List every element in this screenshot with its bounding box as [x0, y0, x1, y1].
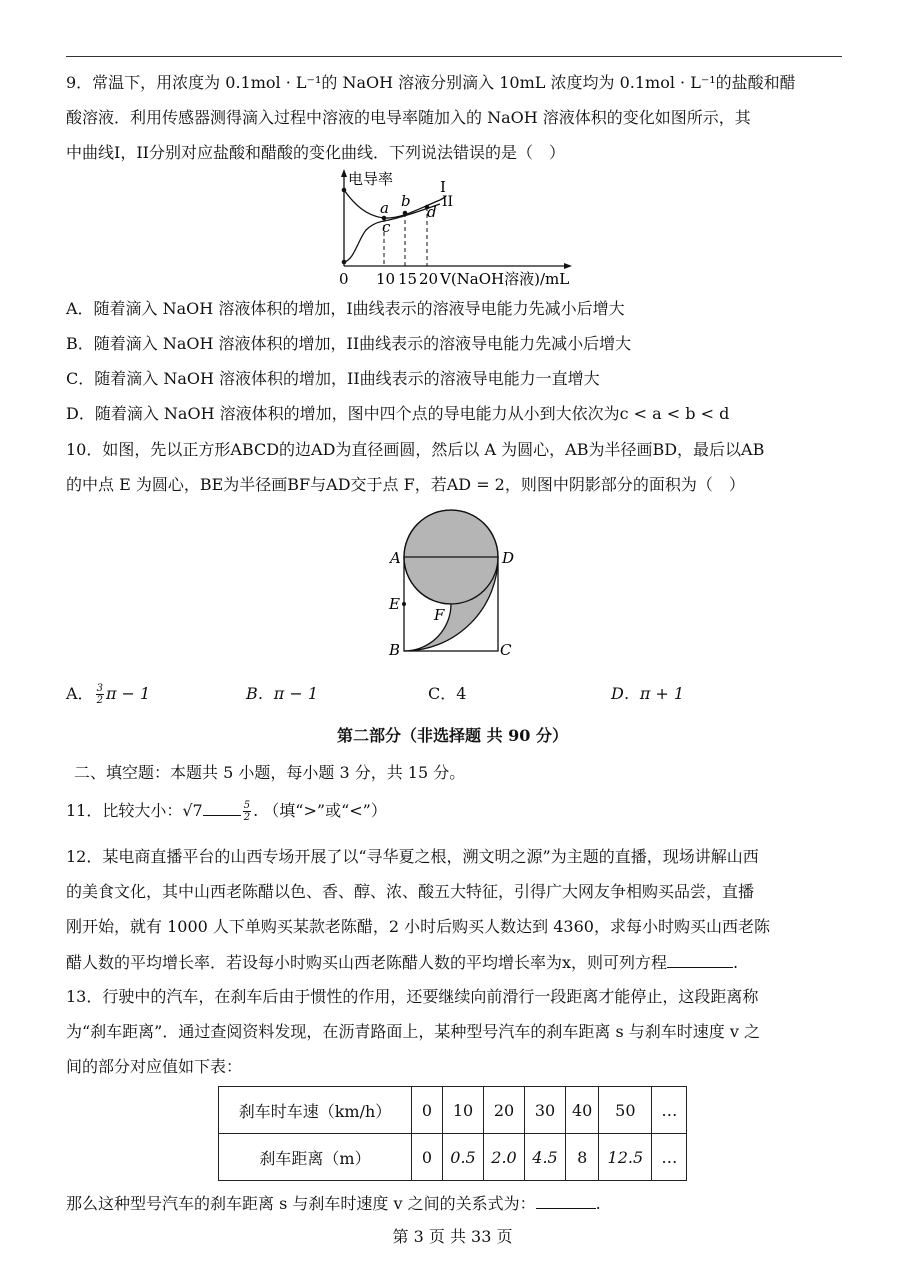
y-axis-label: 电导率: [348, 170, 394, 188]
table-cell: …: [652, 1087, 687, 1134]
table-cell: 0.5: [443, 1134, 484, 1181]
q12-line-4-end: .: [733, 953, 739, 972]
q13-line-3: 间的部分对应值如下表：: [66, 1057, 243, 1076]
q13-after-end: .: [595, 1194, 601, 1213]
top-rule: [66, 56, 842, 57]
x-axis-label: V(NaOH溶液)/mL: [440, 270, 570, 288]
tick-10: 10: [376, 270, 396, 288]
q11-blank[interactable]: [203, 799, 241, 816]
tick-20: 20: [419, 270, 439, 288]
curve-2: [344, 204, 440, 262]
q10-option-d: D．π + 1: [611, 684, 685, 703]
point-f-label: F: [434, 606, 445, 624]
conductivity-graph: [330, 168, 590, 292]
label-b: b: [401, 192, 411, 210]
q13-line-1: 13．行驶中的汽车，在刹车后由于惯性的作用，还要继续向前滑行一段距离才能停止，这段距离称: [66, 987, 759, 1006]
vertex-b: B: [389, 641, 401, 659]
table-cell: 2.0: [484, 1134, 525, 1181]
shaded-region: [404, 510, 498, 651]
q13-after-line: [66, 1192, 601, 1215]
vertex-c: C: [500, 641, 512, 659]
table-cell: 0: [412, 1087, 443, 1134]
table-row: [219, 1087, 687, 1134]
q13-line-2: 为“刹车距离”．通过查阅资料发现，在沥青路面上，某种型号汽车的刹车距离 s 与刹车时速度 v 之: [66, 1022, 760, 1041]
table-cell: 50: [599, 1087, 652, 1134]
label-curve-2: II: [442, 194, 454, 210]
q9-option-d: D．随着滴入 NaOH 溶液体积的增加，图中四个点的导电能力从小到大依次为c < a < b < d: [66, 404, 730, 423]
q12-line-4: [66, 951, 738, 974]
tick-15: 15: [398, 270, 418, 288]
braking-table: [218, 1086, 687, 1181]
q12-line-4-text: 醋人数的平均增长率．若设每小时购买山西老陈醋人数的平均增长率为x，则可列方程: [66, 953, 668, 972]
label-c: c: [382, 218, 391, 236]
fraction-3-2: [96, 683, 104, 706]
table-cell: 20: [484, 1087, 525, 1134]
origin-label: 0: [339, 270, 349, 288]
q9-line-3: 中曲线I，II分别对应盐酸和醋酸的变化曲线．下列说法错误的是（ ）: [66, 143, 565, 162]
table-cell: …: [652, 1134, 687, 1181]
table-cell: 40: [566, 1087, 599, 1134]
q10-option-c: C．4: [428, 684, 467, 703]
geometry-figure: [380, 500, 530, 666]
q9-option-c: C．随着滴入 NaOH 溶液体积的增加，II曲线表示的溶液导电能力一直增大: [66, 369, 600, 388]
q12-line-3: 刚开始，就有 1000 人下单购买某款老陈醋，2 小时后购买人数达到 4360，求每小时购买山西老陈: [66, 917, 770, 936]
table-cell: 10: [443, 1087, 484, 1134]
table-cell: 8: [566, 1134, 599, 1181]
q9-line-2: 酸溶液．利用传感器测得滴入过程中溶液的电导率随加入的 NaOH 溶液体积的变化如图所示，其: [66, 108, 751, 127]
fraction-numerator: 5: [243, 800, 251, 811]
q13-blank[interactable]: [536, 1192, 596, 1209]
q10-option-a-label: A．: [66, 684, 94, 703]
x-axis-arrow: [564, 263, 572, 269]
y-axis-arrow: [341, 169, 347, 177]
start-point-2: [342, 260, 347, 265]
q10-line-2: 的中点 E 为圆心，BE为半径画BF与AD交于点 F，若AD = 2，则图中阴影部分的面积为（ ）: [66, 475, 745, 494]
q9-line-1: 9．常温下，用浓度为 0.1mol · L⁻¹的 NaOH 溶液分别滴入 10mL 浓度均为 0.1mol · L⁻¹的盐酸和醋: [66, 73, 796, 92]
table-cell: 30: [525, 1087, 566, 1134]
q12-line-2: 的美食文化，其中山西老陈醋以色、香、醇、浓、酸五大特征，引得广大网友争相购买品尝，直播: [66, 882, 755, 901]
table-cell: 4.5: [525, 1134, 566, 1181]
fraction-5-2: [243, 800, 251, 823]
page-footer: 第 3 页 共 33 页: [392, 1227, 513, 1246]
q13-after-text: 那么这种型号汽车的刹车距离 s 与刹车时速度 v 之间的关系式为：: [66, 1194, 536, 1213]
vertex-a: A: [390, 549, 401, 567]
table-row: [219, 1134, 687, 1181]
part-two-title: 第二部分（非选择题 共 90 分）: [337, 726, 568, 745]
point-b: [403, 211, 408, 216]
label-d: d: [427, 203, 437, 221]
q9-option-b: B．随着滴入 NaOH 溶液体积的增加，II曲线表示的溶液导电能力先减小后增大: [66, 334, 632, 353]
q11-line: [66, 799, 387, 823]
table-cell: 0: [412, 1134, 443, 1181]
table-row-header: 刹车时车速（km/h）: [219, 1087, 412, 1134]
table-row-header: 刹车距离（m）: [219, 1134, 412, 1181]
q12-blank[interactable]: [667, 951, 733, 968]
point-e: [402, 602, 406, 606]
q9-option-a: A．随着滴入 NaOH 溶液体积的增加，I曲线表示的溶液导电能力先减小后增大: [66, 299, 625, 318]
q10-line-1: 10．如图，先以正方形ABCD的边AD为直径画圆，然后以 A 为圆心，AB为半径画BD，最后以AB: [66, 440, 765, 459]
q11-suffix: . （填“>”或“<”）: [253, 801, 387, 820]
q10-option-b: B．π − 1: [246, 684, 319, 703]
fraction-denominator: 2: [243, 812, 251, 823]
start-point-1: [342, 188, 347, 193]
q10-option-a-rest: π − 1: [105, 684, 151, 703]
q10-option-a: [66, 683, 150, 706]
fraction-denominator: 2: [96, 695, 103, 706]
fill-blank-intro: 二、填空题：本题共 5 小题，每小题 3 分，共 15 分。: [74, 763, 466, 782]
point-e-label: E: [389, 595, 400, 613]
table-cell: 12.5: [599, 1134, 652, 1181]
vertex-d: D: [502, 549, 515, 567]
q12-line-1: 12．某电商直播平台的山西专场开展了以“寻华夏之根，溯文明之源”为主题的直播，现场讲解山西: [66, 847, 759, 866]
label-curve-1: I: [440, 178, 446, 196]
label-a: a: [380, 199, 389, 217]
q11-prefix: 11．比较大小：√7: [66, 801, 203, 820]
fraction-numerator: 3: [96, 683, 103, 694]
